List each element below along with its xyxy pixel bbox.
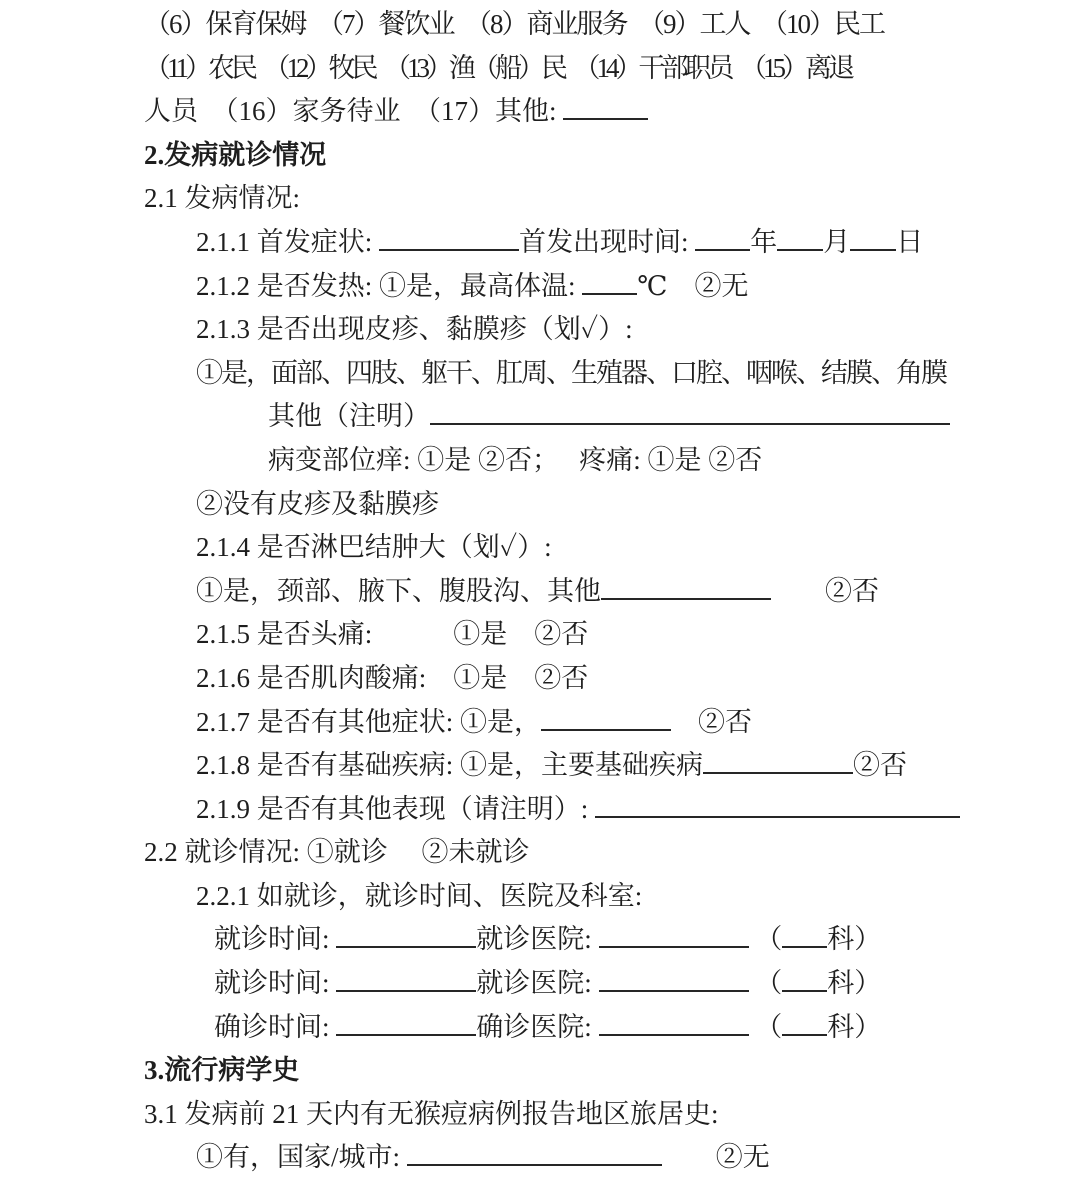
form-line [0, 483, 1080, 527]
fill-in-blank [601, 575, 771, 600]
form-line [0, 875, 1080, 919]
text-run: 2.1.7 是否有其他症状: ①是， [196, 706, 542, 737]
fill-in-blank [336, 1011, 476, 1036]
text-run: 2.1.9 是否有其他表现（请注明）: [196, 793, 596, 824]
form-line [0, 962, 1080, 1006]
fill-in-blank [336, 967, 476, 992]
text-run: 2.发病就诊情况 [144, 139, 327, 170]
form-line [0, 221, 1080, 265]
form-line [0, 1093, 1080, 1137]
text-run: ②没有皮疹及黏膜疹 [196, 488, 439, 519]
text-run: ②否 [771, 575, 879, 606]
text-run: 科） [827, 1011, 882, 1042]
form-line [0, 701, 1080, 745]
text-run: 2.2.1 如就诊，就诊时间、医院及科室: [196, 880, 643, 911]
text-run: 2.1.2 是否发热: ①是，最高体温: [196, 270, 583, 301]
fill-in-blank [336, 924, 476, 949]
text-run: 月 [823, 226, 851, 257]
fill-in-blank [563, 95, 648, 120]
fill-in-blank [782, 1011, 827, 1036]
form-line [0, 395, 1080, 439]
form-line [0, 90, 1080, 134]
text-run: 确诊时间: [214, 1011, 337, 1042]
form-line [0, 3, 1080, 47]
text-run: 2.1.8 是否有基础疾病: ①是，主要基础疾病 [196, 750, 704, 781]
text-run: 就诊时间: [214, 924, 337, 955]
text-run: ℃ ②无 [637, 270, 749, 301]
text-run: 3.流行病学史 [144, 1055, 300, 1086]
text-run: 就诊医院: [476, 924, 599, 955]
fill-in-blank [541, 706, 671, 731]
text-run: 人员 （16）家务待业 （17）其他: [144, 96, 564, 127]
text-run: 3.1 发病前 21 天内有无猴痘病例报告地区旅居史: [144, 1098, 719, 1129]
text-run: 科） [827, 968, 882, 999]
fill-in-blank [703, 749, 853, 774]
form-line [0, 265, 1080, 309]
form-line [0, 1006, 1080, 1050]
form-line [0, 613, 1080, 657]
text-run: 2.1.3 是否出现皮疹、黏膜疹（划✓）: [196, 314, 633, 345]
text-run: 2.2 就诊情况: ①就诊 ②未就诊 [144, 837, 530, 868]
text-run: 就诊医院: [476, 968, 599, 999]
form-line [0, 918, 1080, 962]
fill-in-blank [695, 226, 750, 251]
form-line [0, 1136, 1080, 1180]
form-line [0, 177, 1080, 221]
form-line [0, 134, 1080, 178]
text-run: 2.1.6 是否肌肉酸痛: ①是 ②否 [196, 662, 589, 693]
form-line [0, 47, 1080, 91]
fill-in-blank [850, 226, 896, 251]
form-body [0, 3, 1080, 1180]
fill-in-blank [430, 400, 950, 425]
form-line [0, 439, 1080, 483]
text-run: （11）农民 （12）牧民 （13）渔（船）民 （14）干部职员 （15）离退 [144, 52, 851, 83]
fill-in-blank [777, 226, 823, 251]
fill-in-blank [407, 1142, 662, 1167]
text-run: （6）保育保姆 （7）餐饮业 （8）商业服务 （9）工人 （10）民工 [144, 9, 884, 39]
text-run: 确诊医院: [476, 1011, 599, 1042]
text-run: 2.1.4 是否淋巴结肿大（划✓）: [196, 532, 552, 563]
form-line [0, 1049, 1080, 1093]
text-run: （ [748, 1011, 783, 1042]
form-line [0, 788, 1080, 832]
text-run: ②否 [853, 750, 908, 781]
text-run: ②否 [671, 706, 753, 737]
text-run: （ [748, 968, 783, 999]
text-run: ①是，颈部、腋下、腹股沟、其他 [196, 575, 601, 606]
text-run: ①有，国家/城市: [196, 1142, 407, 1173]
form-line [0, 744, 1080, 788]
text-run: ②无 [661, 1142, 770, 1173]
text-run: 2.1 发病情况: [144, 183, 301, 214]
form-line [0, 570, 1080, 614]
fill-in-blank [599, 967, 749, 992]
fill-in-blank [582, 270, 637, 295]
text-run: 其他（注明） [268, 401, 430, 432]
fill-in-blank [782, 924, 827, 949]
form-line [0, 831, 1080, 875]
fill-in-blank [599, 924, 749, 949]
form-line [0, 526, 1080, 570]
text-run: ①是，面部、四肢、躯干、肛周、生殖器、口腔、咽喉、结膜、角膜 [196, 357, 946, 388]
form-line [0, 657, 1080, 701]
form-line [0, 352, 1080, 396]
fill-in-blank [379, 226, 519, 251]
fill-in-blank [782, 967, 827, 992]
text-run: 首发出现时间: [519, 226, 696, 257]
fill-in-blank [599, 1011, 749, 1036]
text-run: 科） [827, 924, 882, 955]
fill-in-blank [595, 793, 960, 818]
text-run: 2.1.1 首发症状: [196, 226, 380, 257]
form-line [0, 308, 1080, 352]
text-run: 病变部位痒: ①是 ②否； 疼痛: ①是 ②否 [268, 444, 763, 475]
text-run: 2.1.5 是否头痛: ①是 ②否 [196, 619, 589, 650]
text-run: （ [748, 924, 783, 955]
text-run: 日 [896, 226, 924, 257]
text-run: 就诊时间: [214, 968, 337, 999]
text-run: 年 [750, 226, 778, 257]
